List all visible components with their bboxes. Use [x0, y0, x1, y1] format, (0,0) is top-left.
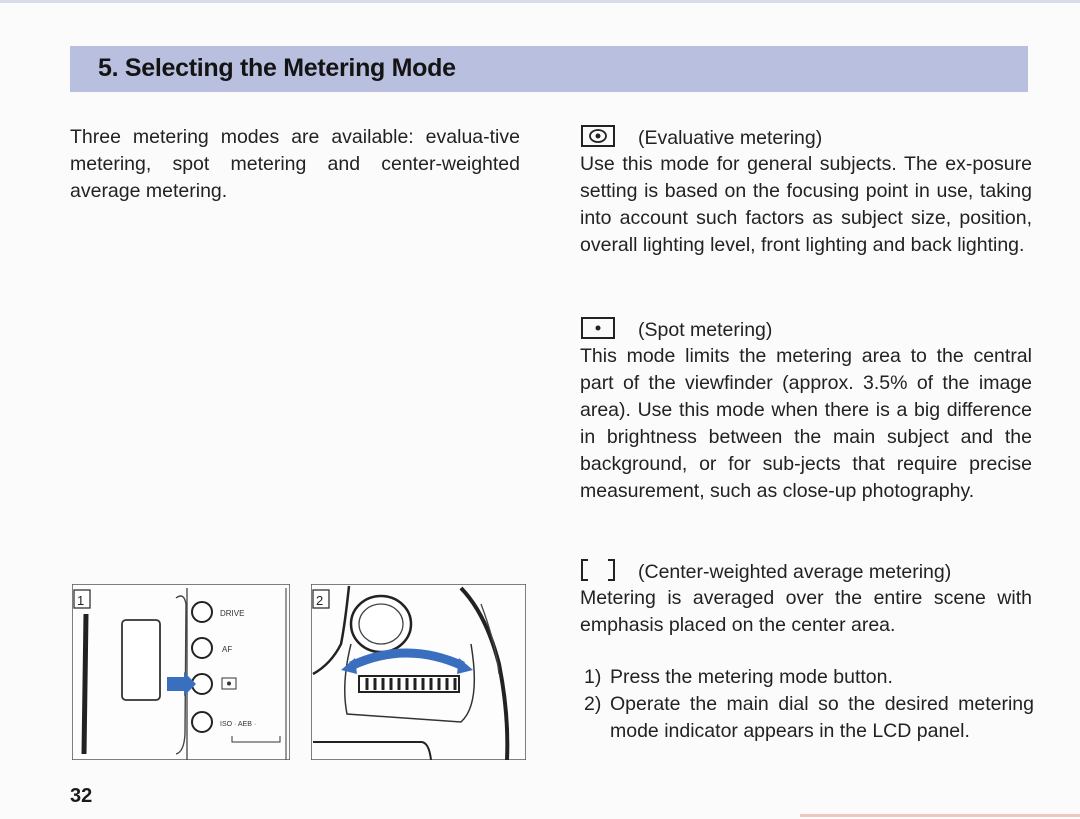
figure-1-label: 1 [77, 593, 85, 608]
spot-heading: (Spot metering) [638, 319, 773, 341]
spot-description: This mode limits the metering area to the central part of the viewfinder (approx. 3.5% of the image area). Use this mode when there is a big difference in brightness between the main subject and the background, or for sub-jects that require precise measurement, such as close-up photography. [580, 345, 1032, 502]
step-number: 2) [584, 693, 602, 715]
drive-button-label: DRIVE [220, 609, 245, 618]
af-button-label: AF [222, 645, 233, 654]
figure-2-label: 2 [316, 593, 324, 608]
step-item [584, 691, 1034, 745]
center-weighted-description: Metering is averaged over the entire scene with emphasis placed on the center area. [580, 587, 1032, 636]
step-text: Operate the main dial so the desired metering mode indicator appears in the LCD panel. [610, 693, 1034, 742]
evaluative-heading: (Evaluative metering) [638, 127, 823, 149]
figure-2-main-dial [311, 584, 526, 760]
page-number: 32 [70, 785, 93, 807]
figure-1-camera-buttons [72, 584, 290, 760]
top-edge [0, 0, 1080, 3]
section-title-bar [70, 46, 1028, 92]
iso-aeb-button-label: ISO · AEB · [220, 721, 257, 728]
section-title: 5. Selecting the Metering Mode [98, 54, 456, 82]
intro-paragraph: Three metering modes are available: evalua-tive metering, spot metering and center-weighted average metering. [70, 126, 520, 202]
center-weighted-heading: (Center-weighted average metering) [638, 561, 952, 583]
step-text: Press the metering mode button. [610, 666, 893, 688]
step-number: 1) [584, 666, 602, 688]
step-item [584, 664, 1034, 691]
instruction-steps [584, 664, 1034, 745]
bottom-edge [800, 814, 1080, 817]
evaluative-description: Use this mode for general subjects. The ex-posure setting is based on the focusing point in use, taking into account such factors as subject size, position, overall lighting level, front lighting and back lighting. [580, 153, 1032, 256]
